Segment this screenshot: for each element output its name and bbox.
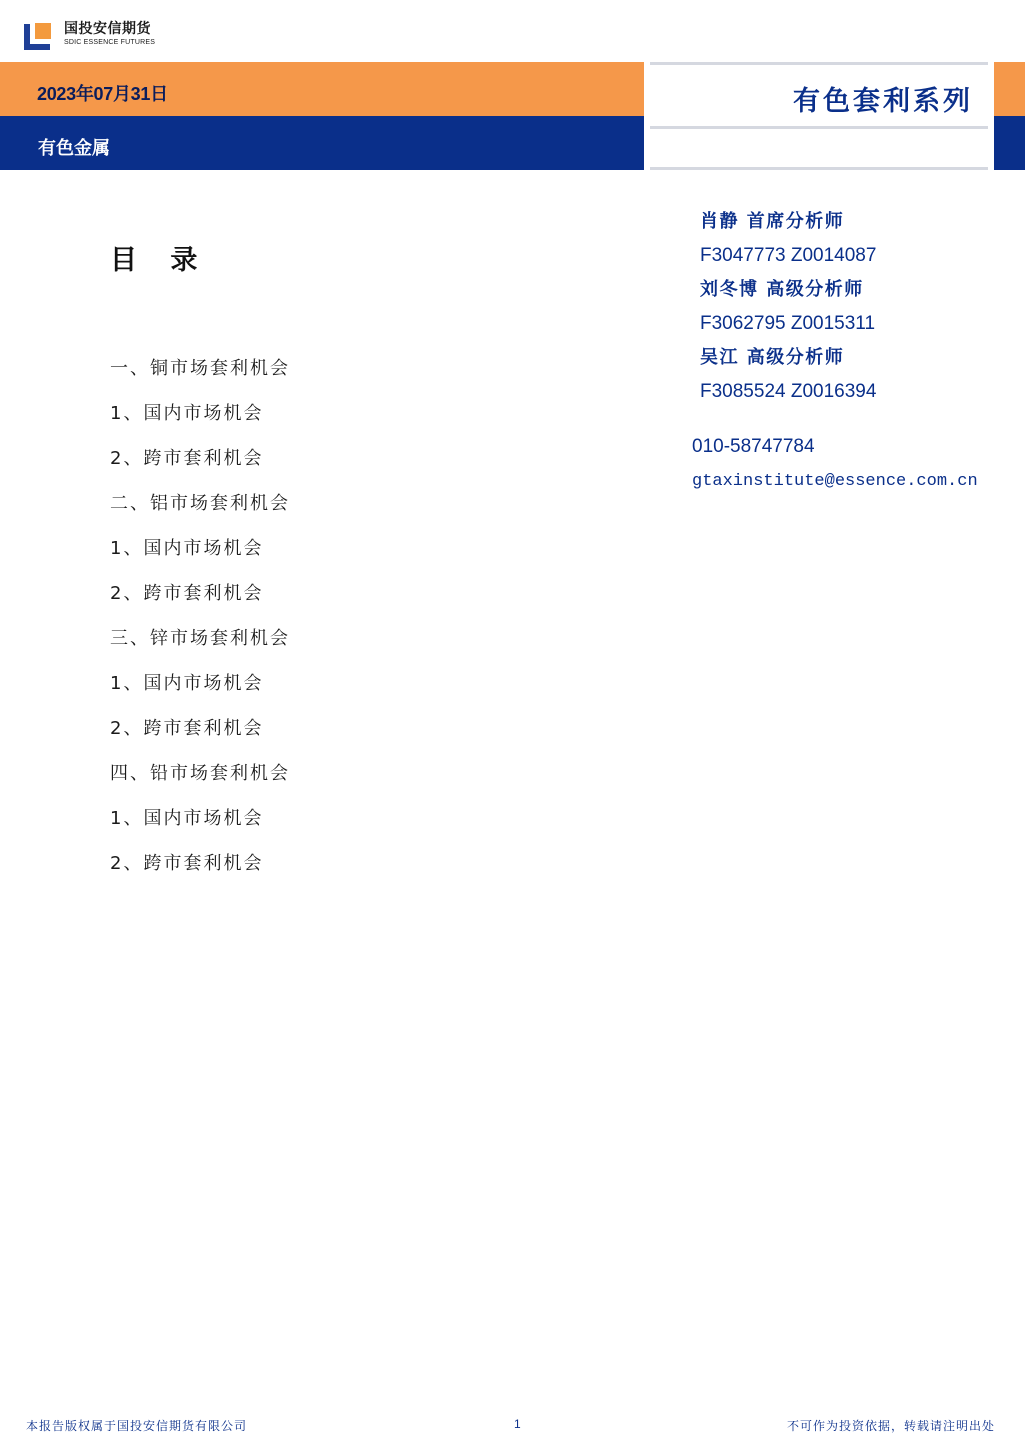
toc-item[interactable]: 三、锌市场套利机会 xyxy=(110,628,290,649)
analyst-name: 肖静 首席分析师 xyxy=(700,211,845,232)
contact-phone: 010-58747784 xyxy=(692,436,815,457)
toc-item[interactable]: 四、铅市场套利机会 xyxy=(110,763,290,784)
toc-heading: 目 录 xyxy=(110,245,210,276)
header-blue-tab xyxy=(994,116,1025,170)
page-number: 1 xyxy=(514,1417,521,1431)
toc-item[interactable]: 1、国内市场机会 xyxy=(110,808,264,829)
footer-disclaimer: 不可作为投资依据，转载请注明出处 xyxy=(786,1419,995,1433)
footer-copyright: 本报告版权属于国投安信期货有限公司 xyxy=(26,1419,248,1433)
toc-list xyxy=(110,355,290,895)
toc-item[interactable]: 2、跨市套利机会 xyxy=(110,853,264,874)
toc-item[interactable]: 一、铜市场套利机会 xyxy=(110,358,290,379)
analyst-license: F3085524 Z0016394 xyxy=(700,381,877,402)
analyst-name: 刘冬博 高级分析师 xyxy=(700,279,864,300)
logo-name-cn: 国投安信期货 xyxy=(64,21,151,37)
analyst-list xyxy=(700,207,876,411)
logo-text xyxy=(64,22,155,46)
analyst-license: F3047773 Z0014087 xyxy=(700,245,877,266)
toc-item[interactable]: 2、跨市套利机会 xyxy=(110,718,264,739)
toc-item[interactable]: 1、国内市场机会 xyxy=(110,403,264,424)
header-rule-top xyxy=(650,62,988,65)
header-orange-tab xyxy=(994,62,1025,116)
toc-item[interactable]: 2、跨市套利机会 xyxy=(110,448,264,469)
analyst-license: F3062795 Z0015311 xyxy=(700,313,876,334)
logo-mark-icon xyxy=(24,18,58,50)
toc-item[interactable]: 1、国内市场机会 xyxy=(110,538,264,559)
contact-email[interactable]: gtaxinstitute@essence.com.cn xyxy=(692,472,978,491)
report-date: 2023年07月31日 xyxy=(37,84,168,104)
header-rule-bottom xyxy=(650,167,988,170)
toc-item[interactable]: 1、国内市场机会 xyxy=(110,673,264,694)
header-rule-middle xyxy=(650,126,988,129)
company-logo xyxy=(24,16,155,52)
series-title: 有色套利系列 xyxy=(793,86,973,117)
logo-name-en: SDIC ESSENCE FUTURES xyxy=(64,39,156,46)
analyst-name: 吴江 高级分析师 xyxy=(700,347,845,368)
toc-item[interactable]: 二、铝市场套利机会 xyxy=(110,493,290,514)
report-sector: 有色金属 xyxy=(38,138,110,159)
toc-item[interactable]: 2、跨市套利机会 xyxy=(110,583,264,604)
